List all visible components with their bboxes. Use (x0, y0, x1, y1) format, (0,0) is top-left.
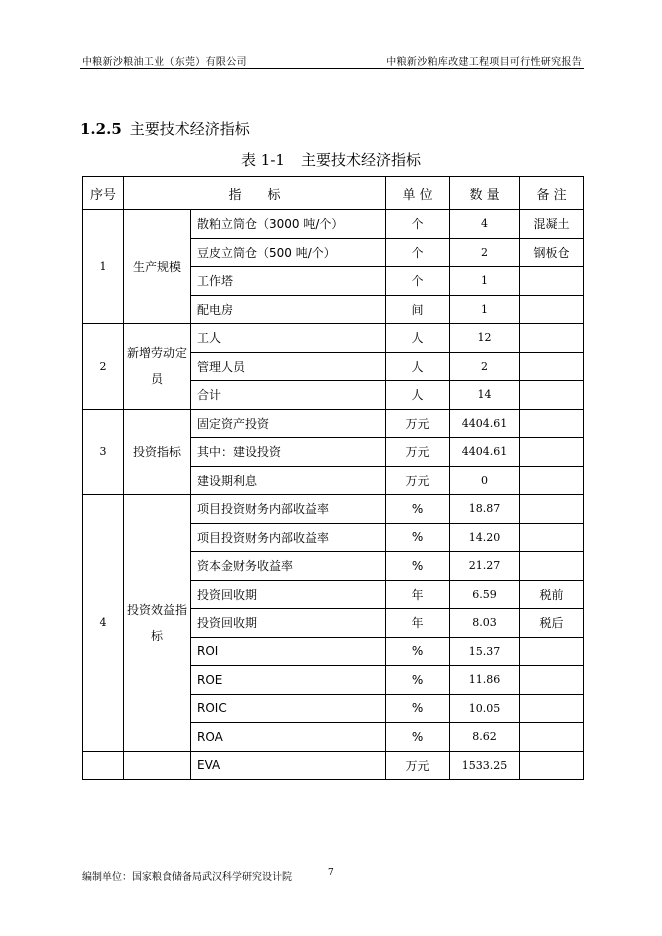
row-note: 混凝土 (520, 210, 584, 239)
row-seq: 1 (83, 210, 124, 324)
row-item: EVA (191, 751, 386, 780)
section-title: 主要技术经济指标 (129, 120, 250, 138)
row-note (520, 495, 584, 524)
row-item: 散粕立筒仓（3000 吨/个） (191, 210, 386, 239)
row-item: 项目投资财务内部收益率 (191, 495, 386, 524)
row-item: ROA (191, 723, 386, 752)
row-qty: 21.27 (450, 552, 520, 581)
row-item: 项目投资财务内部收益率 (191, 523, 386, 552)
row-qty: 2 (450, 352, 520, 381)
row-item: 豆皮立筒仓（500 吨/个） (191, 238, 386, 267)
row-qty: 10.05 (450, 694, 520, 723)
header-indicator: 指 标 (124, 177, 386, 210)
row-category: 生产规模 (124, 210, 191, 324)
header-rule (80, 68, 584, 69)
row-note (520, 637, 584, 666)
table-body (83, 210, 584, 780)
indicator-table (82, 176, 584, 780)
row-note (520, 751, 584, 780)
row-unit: 年 (386, 580, 450, 609)
header-unit: 单 位 (386, 177, 450, 210)
row-item: 其中：建设投资 (191, 438, 386, 467)
row-unit: % (386, 723, 450, 752)
row-qty: 4404.61 (450, 409, 520, 438)
row-unit: % (386, 694, 450, 723)
row-qty: 4 (450, 210, 520, 239)
row-category (124, 751, 191, 780)
row-note (520, 438, 584, 467)
row-category: 投资指标 (124, 409, 191, 495)
row-unit: 间 (386, 295, 450, 324)
row-seq: 3 (83, 409, 124, 495)
row-item: 合计 (191, 381, 386, 410)
row-item: 建设期利息 (191, 466, 386, 495)
row-unit: 万元 (386, 751, 450, 780)
table-row (83, 409, 584, 438)
row-unit: 万元 (386, 409, 450, 438)
row-item: 工作塔 (191, 267, 386, 296)
table-row (83, 210, 584, 239)
row-note (520, 552, 584, 581)
row-qty: 15.37 (450, 637, 520, 666)
row-unit: 个 (386, 267, 450, 296)
footer (82, 868, 334, 883)
row-unit: % (386, 495, 450, 524)
row-seq: 4 (83, 495, 124, 752)
row-item: ROI (191, 637, 386, 666)
row-note (520, 324, 584, 353)
row-unit: % (386, 552, 450, 581)
row-qty: 14 (450, 381, 520, 410)
row-note: 钢板仓 (520, 238, 584, 267)
row-qty: 0 (450, 466, 520, 495)
table-caption-number: 表 1-1 (241, 151, 285, 169)
row-category: 新增劳动定员 (124, 324, 191, 410)
row-item: 固定资产投资 (191, 409, 386, 438)
row-item: 投资回收期 (191, 580, 386, 609)
row-seq (83, 751, 124, 780)
row-unit: % (386, 637, 450, 666)
header-qty: 数 量 (450, 177, 520, 210)
section-heading (80, 118, 250, 139)
row-item: 投资回收期 (191, 609, 386, 638)
table-row (83, 324, 584, 353)
row-note (520, 352, 584, 381)
row-seq: 2 (83, 324, 124, 410)
row-qty: 14.20 (450, 523, 520, 552)
row-item: 配电房 (191, 295, 386, 324)
row-note (520, 267, 584, 296)
table-row (83, 751, 584, 780)
header-company: 中粮新沙粮油工业（东莞）有限公司 (82, 57, 247, 68)
row-item: ROE (191, 666, 386, 695)
row-unit: 人 (386, 324, 450, 353)
header-report-title: 中粮新沙粕库改建工程项目可行性研究报告 (386, 57, 582, 68)
row-note (520, 694, 584, 723)
row-unit: 个 (386, 210, 450, 239)
row-qty: 6.59 (450, 580, 520, 609)
row-qty: 2 (450, 238, 520, 267)
row-unit: 个 (386, 238, 450, 267)
row-note: 税后 (520, 609, 584, 638)
row-qty: 12 (450, 324, 520, 353)
row-note (520, 466, 584, 495)
section-number: 1.2.5 (80, 120, 122, 138)
row-qty: 1533.25 (450, 751, 520, 780)
table-caption-title: 主要技术经济指标 (300, 151, 421, 169)
row-qty: 1 (450, 267, 520, 296)
row-unit: 万元 (386, 438, 450, 467)
row-unit: 年 (386, 609, 450, 638)
row-note (520, 381, 584, 410)
table-row (83, 495, 584, 524)
row-qty: 8.03 (450, 609, 520, 638)
row-qty: 1 (450, 295, 520, 324)
row-item: ROIC (191, 694, 386, 723)
row-item: 工人 (191, 324, 386, 353)
table-caption (0, 149, 662, 170)
row-note (520, 295, 584, 324)
header-note: 备 注 (520, 177, 584, 210)
row-qty: 8.62 (450, 723, 520, 752)
row-item: 资本金财务收益率 (191, 552, 386, 581)
row-item: 管理人员 (191, 352, 386, 381)
row-qty: 18.87 (450, 495, 520, 524)
page-number: 7 (328, 868, 334, 878)
row-unit: % (386, 523, 450, 552)
row-note (520, 523, 584, 552)
table-header-row (83, 177, 584, 210)
row-category: 投资效益指标 (124, 495, 191, 752)
row-unit: 万元 (386, 466, 450, 495)
row-note (520, 666, 584, 695)
row-note: 税前 (520, 580, 584, 609)
row-qty: 4404.61 (450, 438, 520, 467)
row-unit: 人 (386, 381, 450, 410)
row-unit: 人 (386, 352, 450, 381)
row-note (520, 723, 584, 752)
header-seq: 序号 (83, 177, 124, 210)
footer-organization: 编制单位：国家粮食储备局武汉科学研究设计院 (82, 872, 292, 883)
row-note (520, 409, 584, 438)
row-unit: % (386, 666, 450, 695)
row-qty: 11.86 (450, 666, 520, 695)
